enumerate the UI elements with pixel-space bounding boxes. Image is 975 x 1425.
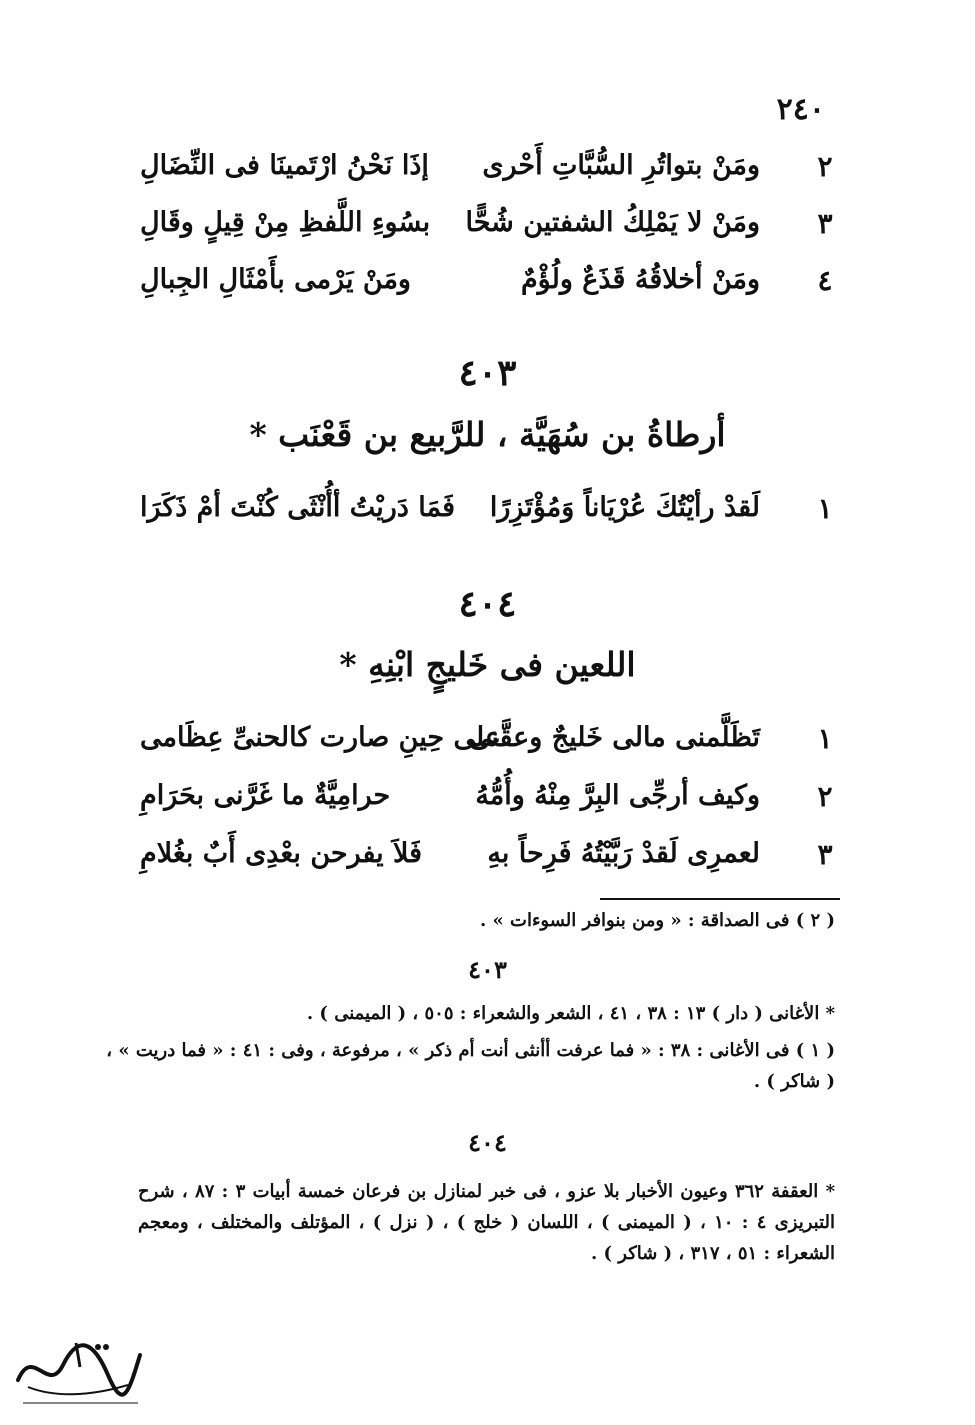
verse-number: ١ — [817, 722, 833, 755]
verse-number: ٣ — [817, 207, 833, 240]
calligraphy-stamp-icon — [8, 1325, 148, 1410]
verse-line — [140, 150, 845, 202]
verse-hemistich-first: لعمرِى لَقدْ رَبَّيْتُهُ فَرِحاً بهِ — [487, 838, 760, 869]
verse-hemistich-second: إذَا نَحْنُ ارْتَمينَا فى النِّضَالِ — [140, 150, 429, 181]
verse-hemistich-first: ومَنْ بتواتُرِ السُّبَّاتِ أَحْرى — [482, 150, 760, 181]
verse-line — [140, 492, 845, 544]
footnote-divider — [600, 898, 840, 900]
verse-line — [140, 207, 845, 259]
footnote-line: ( ١ ) فى الأغانى : ٣٨ : « فما عرفت أأنثى أنت أم ذكر » ، مرفوعة ، وفى : ٤١ : « فما دريت » ، — [106, 1040, 835, 1061]
footnote-line: ( شاكر ) . — [753, 1071, 835, 1092]
section-number: ٤٠٤ — [458, 583, 517, 625]
verse-hemistich-first: تَظَلَّمنى مالى خَليجٌ وعقَّنى — [468, 722, 760, 753]
footnote-section-number: ٤٠٣ — [468, 955, 507, 984]
verse-hemistich-second: فَلاَ يفرحن بعْدِى أَبٌ بغُلامِ — [140, 838, 423, 869]
verse-line — [140, 780, 845, 832]
footnote-section-number: ٤٠٤ — [468, 1128, 507, 1157]
verse-hemistich-second: حرامِيَّةٌ ما غَرَّنى بحَرَامِ — [140, 780, 391, 811]
verse-number: ٤ — [817, 264, 833, 297]
verse-hemistich-second: فَمَا دَريْتُ أأُنْثَى كُنْتَ أمْ ذَكَرَا — [140, 492, 456, 523]
verse-line — [140, 838, 845, 890]
library-stamp — [8, 1325, 148, 1410]
verse-hemistich-first: لَقدْ رأيْتُكَ عُرْيَاناً وَمُؤْتَزِرًا — [489, 492, 760, 523]
section-title: أرطاةُ بن سُهَيَّة ، للرَّبيع بن قَعْنَب * — [249, 415, 726, 454]
verse-number: ٢ — [817, 150, 833, 183]
verse-hemistich-first: ومَنْ أخلاقُهُ قَذَعٌ ولُؤْمٌ — [520, 264, 760, 295]
verse-line — [140, 722, 845, 774]
verse-line — [140, 264, 845, 316]
section-title: اللعين فى خَليجٍ ابْنِهِ * — [339, 645, 636, 684]
page-number: ٢٤٠ — [776, 92, 825, 127]
footnote-paragraph: * العقفة ٣٦٢ وعيون الأخبار بلا عزو ، فى خبر لمنازل بن فرعان خمسة أبيات ٣ : ٨٧ ، شرح التبريزى ٤ : ١٠ ، ( الميمنى ) ، اللسان ( خلج ) ، ( نزل ) ، المؤتلف والمختلف ، ومعجم الشعراء : ٥١ ، ٣١٧ ، ( شاكر ) . — [138, 1181, 836, 1264]
footnote-line: ( ٢ ) فى الصداقة : « ومن بنوافر السوءات » . — [479, 910, 835, 931]
section-number: ٤٠٣ — [458, 352, 517, 394]
footnote-line: * الأغانى ( دار ) ١٣ : ٣٨ ، ٤١ ، الشعر والشعراء : ٥٠٥ ، ( الميمنى ) . — [306, 1003, 835, 1024]
verse-hemistich-second: على حِينِ صارت كالحنىِّ عِظَامى — [140, 722, 501, 753]
verse-hemistich-first: وكيف أرجِّى البِرَّ مِنْهُ وأُمُّهُ — [475, 780, 760, 811]
verse-number: ٣ — [817, 838, 833, 871]
verse-hemistich-first: ومَنْ لا يَمْلِكُ الشفتين شُحًّا — [465, 207, 760, 238]
verse-hemistich-second: ومَنْ يَرْمى بأَمْثَالِ الجِبالِ — [140, 264, 411, 295]
verse-number: ١ — [817, 492, 833, 525]
verse-hemistich-second: بسُوءِ اللَّفظِ مِنْ قِيلٍ وقَالِ — [140, 207, 431, 238]
verse-number: ٢ — [817, 780, 833, 813]
